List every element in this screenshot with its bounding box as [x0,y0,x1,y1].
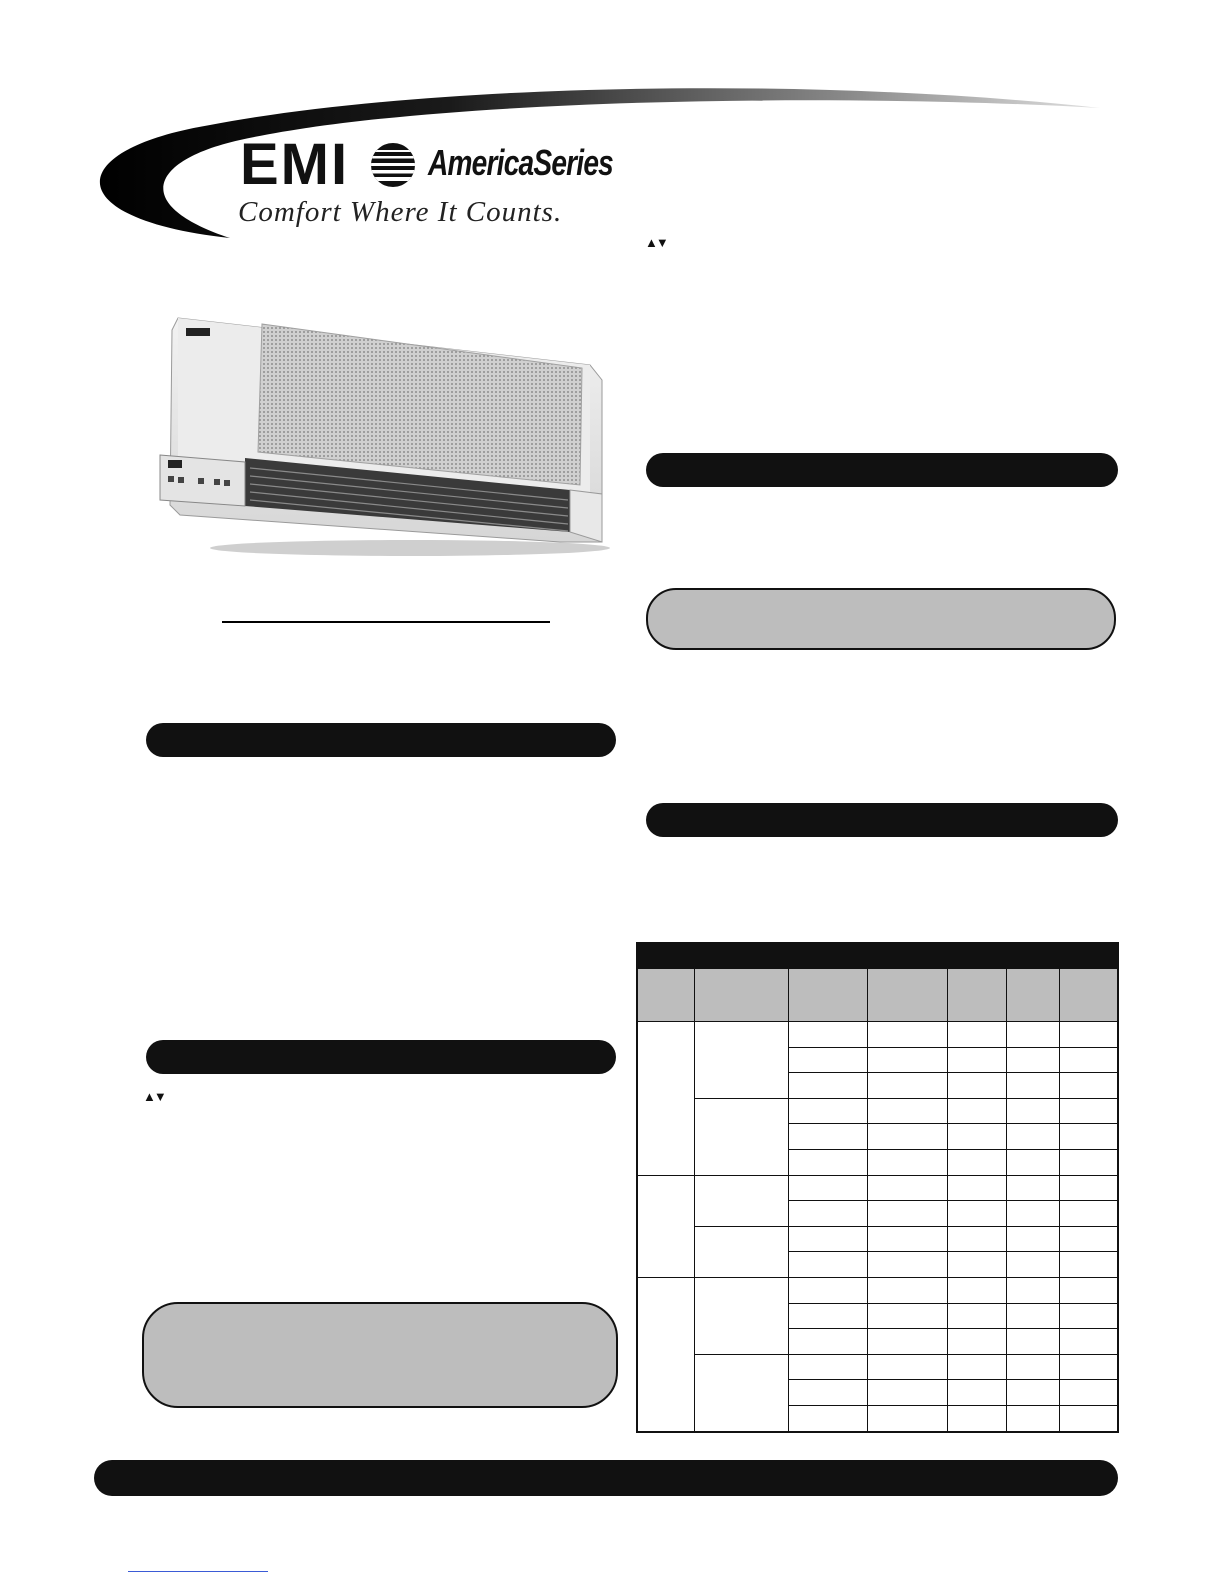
up-down-triangle-icon: ▲▼ [645,235,667,250]
table-header-cell [694,969,788,1022]
caption-rule [222,621,550,623]
spec-table [636,942,1119,1433]
header-swoosh [0,0,1225,260]
section-header-bar [646,453,1118,487]
note-box [646,588,1116,650]
table-row [637,1354,1118,1380]
table-row [637,1098,1118,1124]
footer-bar [94,1460,1118,1496]
globe-logo-icon [370,142,416,188]
table-header-cell [867,969,947,1022]
section-header-bar [646,803,1118,837]
section-header-bar [146,723,616,757]
table-row [637,1226,1118,1252]
table-header-cell [1006,969,1059,1022]
brand-logo-text: EMI [240,132,350,197]
table-row [637,1022,1118,1048]
product-image [150,310,620,560]
table-header-cell [788,969,867,1022]
up-down-triangle-icon: ▲▼ [143,1089,165,1104]
note-box [142,1302,618,1408]
footer-link-underline[interactable] [128,1571,268,1572]
table-header-cell [637,969,694,1022]
series-name: AmericaSeries [428,142,613,183]
table-row [637,1277,1118,1303]
section-header-bar [146,1040,616,1074]
table-title-bar [637,943,1118,969]
tagline: Comfort Where It Counts. [238,196,563,228]
table-header-cell [947,969,1006,1022]
table-row [637,1175,1118,1201]
table-header-cell [1059,969,1118,1022]
